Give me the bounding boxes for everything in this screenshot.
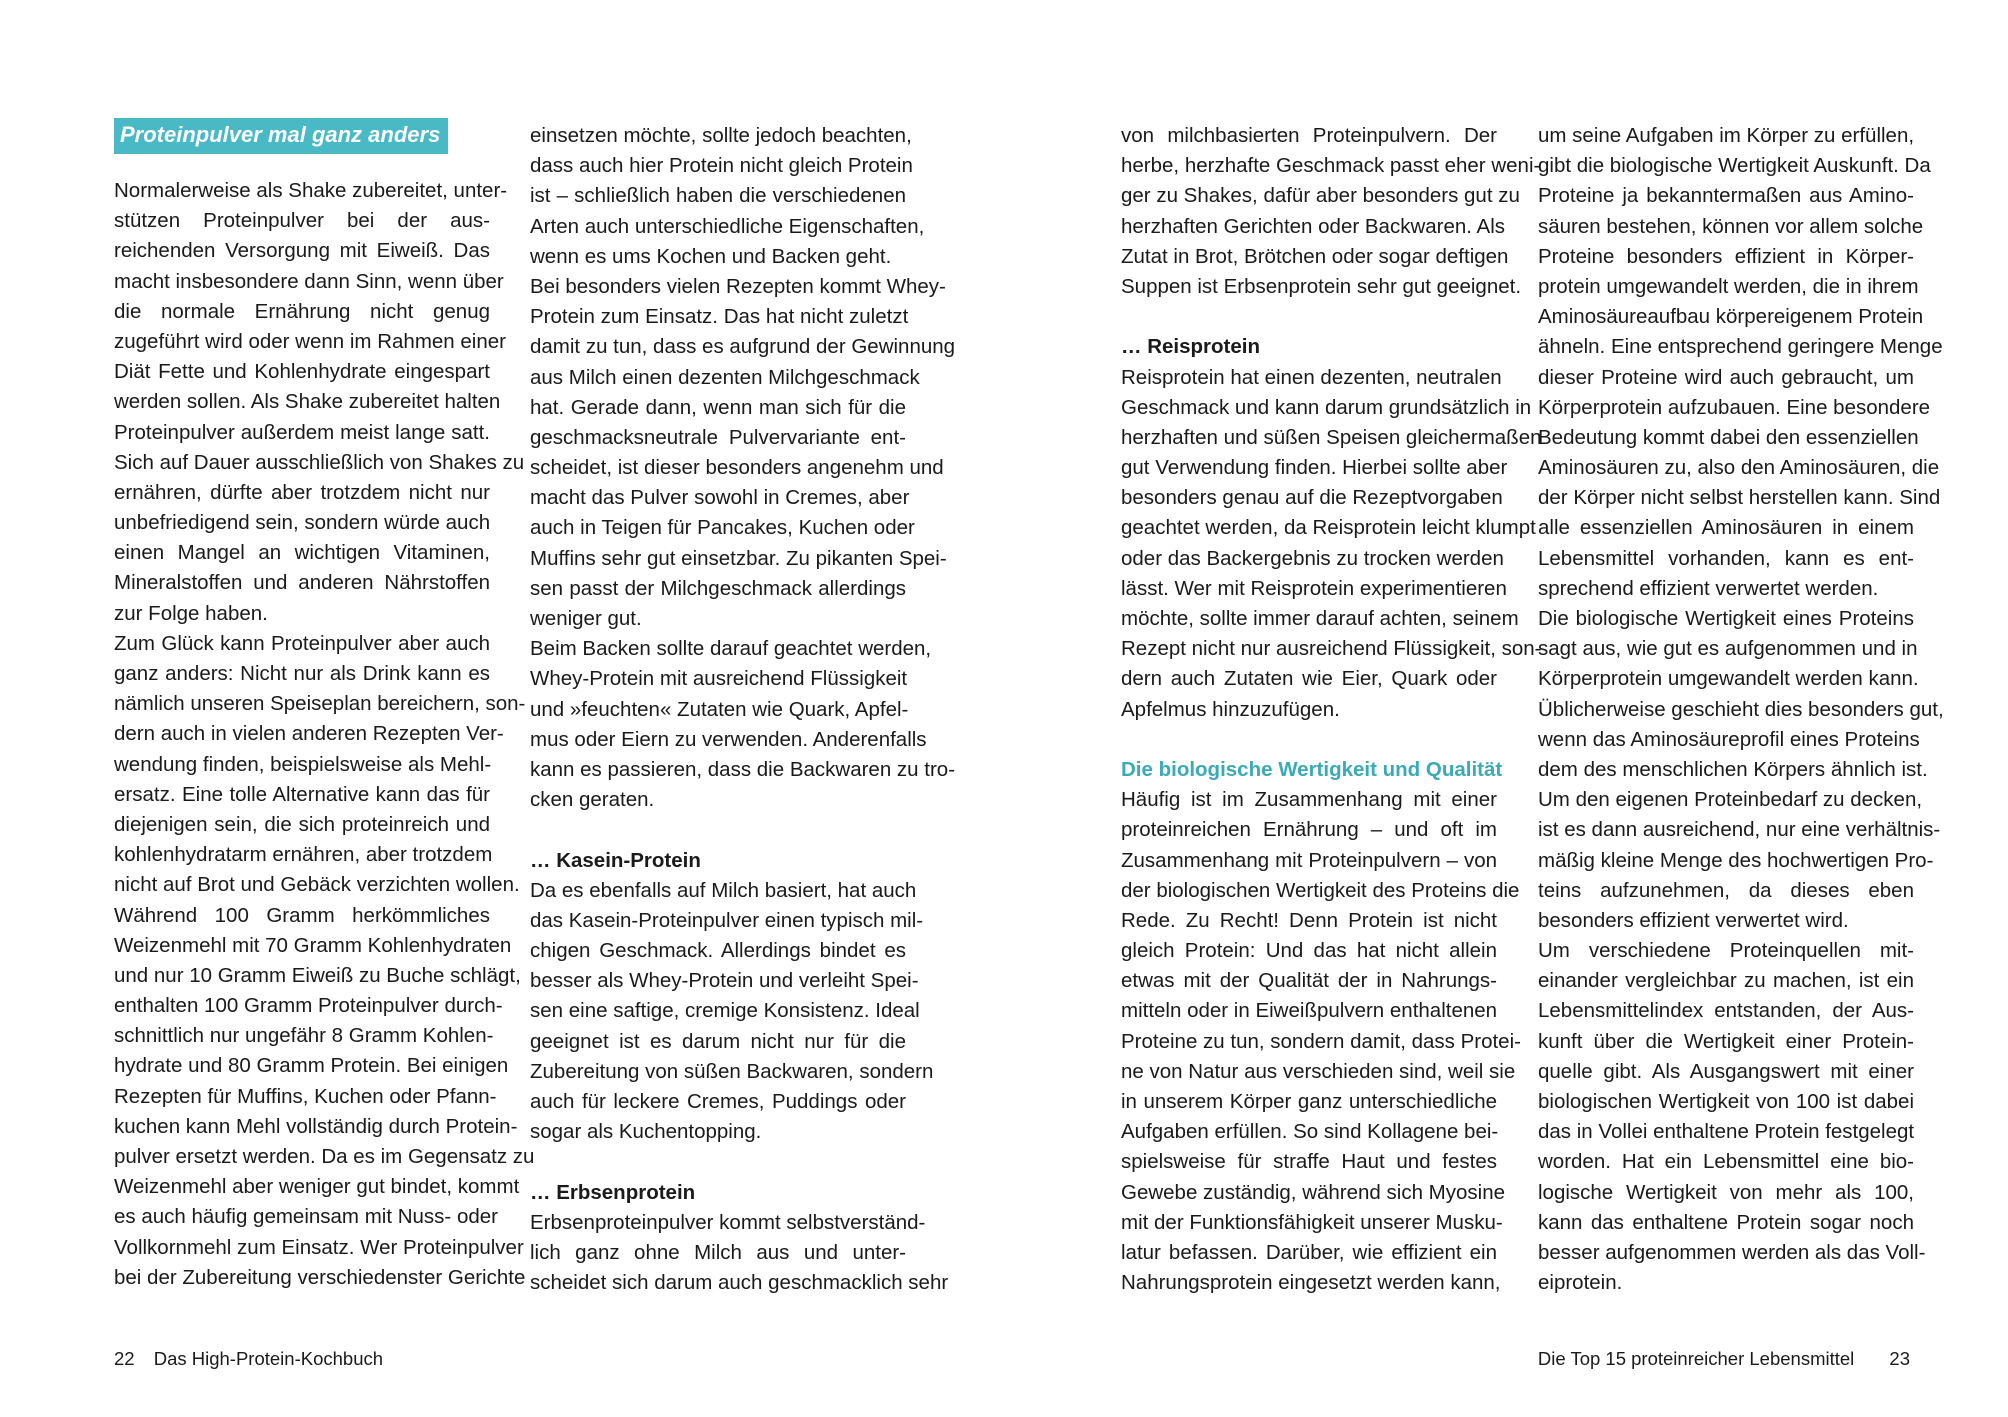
text-line: alle essenziellen Aminosäuren in einem <box>1538 516 1914 540</box>
text-line: der Körper nicht selbst herstellen kann. Sind <box>1538 486 1941 510</box>
text-line: spielsweise für straffe Haut und festes <box>1121 1150 1497 1174</box>
text-line: Erbsenproteinpulver kommt selbstverständ- <box>530 1210 926 1234</box>
text-line: Proteinpulver außerdem meist lange satt. <box>114 420 490 444</box>
text-line: Häufig ist im Zusammenhang mit einer <box>1121 788 1497 812</box>
erbsen-text <box>530 1208 949 1299</box>
text-line: herbe, herzhafte Geschmack passt eher weni- <box>1121 154 1541 178</box>
text-line: der biologischen Wertigkeit des Proteins die <box>1121 878 1520 902</box>
text-line: sogar als Kuchentopping. <box>530 1120 762 1144</box>
text-line: hydrate und 80 Gramm Protein. Bei einigen <box>114 1054 509 1078</box>
kasein-subheading: … Kasein-Protein <box>530 848 701 872</box>
book-title: Das High-Protein-Kochbuch <box>153 1348 384 1369</box>
text-line: mit der Funktionsfähigkeit unserer Musku- <box>1121 1210 1503 1234</box>
text-line: scheidet, ist dieser besonders angenehm und <box>530 456 944 480</box>
text-line: Protein zum Einsatz. Das hat nicht zuletzt <box>530 305 909 329</box>
text-line: biologischen Wertigkeit von 100 ist dabei <box>1538 1090 1914 1113</box>
text-line: enthalten 100 Gramm Proteinpulver durch- <box>114 994 503 1018</box>
text-line: oder das Backergebnis zu trocken werden <box>1121 546 1504 570</box>
column2-text <box>530 121 956 815</box>
text-line: Muffins sehr gut einsetzbar. Zu pikanten Spei- <box>530 546 947 570</box>
section-heading-label: Proteinpulver mal ganz anders <box>114 118 448 154</box>
text-line: lich ganz ohne Milch aus und unter- <box>530 1240 906 1264</box>
text-line: besser als Whey-Protein und verleiht Spei- <box>530 969 919 993</box>
text-line: säuren bestehen, können vor allem solche <box>1538 214 1924 238</box>
text-line: Rezept nicht nur ausreichend Flüssigkeit, son- <box>1121 637 1542 661</box>
text-line: ähneln. Eine entsprechend geringere Menge <box>1538 335 1943 359</box>
text-line: stützen Proteinpulver bei der aus- <box>114 209 490 233</box>
page-number: 22 <box>114 1348 135 1369</box>
spacer <box>530 815 906 845</box>
text-line: reichenden Versorgung mit Eiweiß. Das <box>114 239 490 263</box>
text-line: Zutat in Brot, Brötchen oder sogar deftigen <box>1121 244 1509 268</box>
reis-subheading: … Reisprotein <box>1121 335 1260 359</box>
text-line: herzhaften und süßen Speisen gleichermaßen <box>1121 425 1542 449</box>
text-line: die normale Ernährung nicht genug <box>114 299 490 323</box>
text-line: pulver ersetzt werden. Da es im Gegensatz zu <box>114 1145 535 1168</box>
text-line: einander vergleichbar zu machen, ist ein <box>1538 969 1914 993</box>
wertigkeit-text <box>1121 785 1521 1298</box>
text-line: Aufgaben erfüllen. So sind Kollagene bei- <box>1121 1120 1499 1144</box>
text-line: protein umgewandelt werden, die in ihrem <box>1538 274 1919 298</box>
right-page-footer <box>1538 1347 1910 1371</box>
text-line: das in Vollei enthaltene Protein festgelegt <box>1538 1120 1915 1144</box>
text-line: chigen Geschmack. Allerdings bindet es <box>530 939 906 963</box>
text-line: macht das Pulver sowohl in Cremes, aber <box>530 486 910 510</box>
text-line: Mineralstoffen und anderen Nährstoffen <box>114 571 490 595</box>
text-line: Normalerweise als Shake zubereitet, unter- <box>114 179 508 202</box>
text-line: Gewebe zuständig, während sich Myosine <box>1121 1180 1506 1204</box>
text-line: Um verschiedene Proteinquellen mit- <box>1538 939 1914 963</box>
text-line: gut Verwendung finden. Hierbei sollte aber <box>1121 456 1508 480</box>
text-line: dem des menschlichen Körpers ähnlich ist. <box>1538 757 1928 781</box>
text-line: ne von Natur aus verschieden sind, weil sie <box>1121 1059 1516 1083</box>
text-line: proteinreichen Ernährung – und oft im <box>1121 818 1497 842</box>
text-line: unbefriedigend sein, sondern würde auch <box>114 511 491 535</box>
text-line: auch in Teigen für Pancakes, Kuchen oder <box>530 516 915 540</box>
text-line: geeignet ist es darum nicht nur für die <box>530 1029 906 1053</box>
text-line: Weizenmehl aber weniger gut bindet, kommt <box>114 1175 520 1199</box>
column4-text <box>1538 121 1944 1298</box>
text-line: herzhaften Gerichten oder Backwaren. Als <box>1121 214 1506 238</box>
spacer <box>1121 302 1497 332</box>
text-line: werden sollen. Als Shake zubereitet halten <box>114 390 501 414</box>
text-line: wenn es ums Kochen und Backen geht. <box>530 244 892 268</box>
text-line: Lebensmittelindex entstanden, der Aus- <box>1538 999 1914 1023</box>
text-line: zur Folge haben. <box>114 601 268 625</box>
text-line: es auch häufig gemeinsam mit Nuss- oder <box>114 1205 498 1229</box>
text-line: Geschmack und kann darum grundsätzlich in <box>1121 395 1532 419</box>
text-line: bei der Zubereitung verschiedenster Gerichte <box>114 1265 526 1289</box>
text-line: Proteine ja bekanntermaßen aus Amino- <box>1538 184 1914 208</box>
text-line: Zum Glück kann Proteinpulver aber auch <box>114 631 490 655</box>
text-line: gibt die biologische Wertigkeit Auskunft. Da <box>1538 154 1931 178</box>
left-page-footer <box>114 1347 383 1371</box>
text-line: Beim Backen sollte darauf geachtet werden, <box>530 637 932 661</box>
text-line: besonders effizient verwertet wird. <box>1538 908 1849 932</box>
text-line: Reisprotein hat einen dezenten, neutralen <box>1121 365 1502 389</box>
text-line: dern auch Zutaten wie Eier, Quark oder <box>1121 667 1497 691</box>
text-line: schnittlich nur ungefähr 8 Gramm Kohlen- <box>114 1024 494 1048</box>
text-line: geachtet werden, da Reisprotein leicht klumpt <box>1121 516 1536 540</box>
text-line: Sich auf Dauer ausschließlich von Shakes zu <box>114 450 525 474</box>
text-line: gleich Protein: Und das hat nicht allein <box>1121 939 1497 963</box>
text-line: in unserem Körper ganz unterschiedliche <box>1121 1090 1497 1113</box>
text-line: Proteine zu tun, sondern damit, dass Protei- <box>1121 1029 1521 1053</box>
kasein-text <box>530 876 934 1148</box>
text-line: diejenigen sein, die sich proteinreich und <box>114 812 490 836</box>
right-page-column-2 <box>1538 121 1944 1298</box>
text-line: dass auch hier Protein nicht gleich Protein <box>530 154 913 178</box>
text-line: weniger gut. <box>530 607 642 630</box>
page-number: 23 <box>1889 1348 1910 1369</box>
text-line: das Kasein-Proteinpulver einen typisch mil- <box>530 908 924 932</box>
text-line: ersatz. Eine tolle Alternative kann das für <box>114 782 490 806</box>
text-line: hat. Gerade dann, wenn man sich für die <box>530 395 906 419</box>
spacer <box>530 1147 906 1177</box>
left-page-column-1 <box>114 118 535 1293</box>
wertigkeit-heading: Die biologische Wertigkeit und Qualität <box>1121 757 1503 781</box>
right-page-column-1 <box>1121 121 1542 1298</box>
text-line: teins aufzunehmen, da dieses eben <box>1538 878 1914 902</box>
text-line: ger zu Shakes, dafür aber besonders gut zu <box>1121 184 1520 208</box>
spacer <box>1121 725 1497 755</box>
text-line: sagt aus, wie gut es aufgenommen und in <box>1538 637 1918 661</box>
text-line: möchte, sollte immer darauf achten, seinem <box>1121 607 1519 630</box>
section-heading <box>114 118 490 176</box>
left-page-column-2 <box>530 121 956 1298</box>
text-line: Aminosäureaufbau körpereigenem Protein <box>1538 305 1924 329</box>
column1-text <box>114 176 535 1293</box>
text-line: Da es ebenfalls auf Milch basiert, hat auch <box>530 878 917 902</box>
text-line: latur befassen. Darüber, wie effizient ein <box>1121 1240 1497 1264</box>
text-line: kann das enthaltene Protein sogar noch <box>1538 1210 1914 1234</box>
text-line: Weizenmehl mit 70 Gramm Kohlenhydraten <box>114 933 512 957</box>
text-line: ernähren, dürfte aber trotzdem nicht nur <box>114 480 490 504</box>
text-line: sen eine saftige, cremige Konsistenz. Ideal <box>530 999 920 1023</box>
text-line: sprechend effizient verwertet werden. <box>1538 576 1879 600</box>
chapter-title: Die Top 15 proteinreicher Lebensmittel <box>1537 1348 1855 1369</box>
reis-text <box>1121 363 1542 725</box>
erbsen-subheading: … Erbsenprotein <box>530 1180 696 1204</box>
text-line: nämlich unseren Speiseplan bereichern, son- <box>114 692 526 716</box>
text-line: Körperprotein umgewandelt werden kann. <box>1538 667 1919 691</box>
text-line: lässt. Wer mit Reisprotein experimentieren <box>1121 576 1507 600</box>
text-line: Um den eigenen Proteinbedarf zu decken, <box>1538 788 1923 812</box>
text-line: Üblicherweise geschieht dies besonders gut, <box>1538 697 1944 721</box>
text-line: Nahrungsprotein eingesetzt werden kann, <box>1121 1271 1501 1295</box>
column3-intro <box>1121 121 1541 302</box>
text-line: kohlenhydratarm ernähren, aber trotzdem <box>114 843 493 867</box>
text-line: Lebensmittel vorhanden, kann es ent- <box>1538 546 1914 570</box>
text-line: Körperprotein aufzubauen. Eine besondere <box>1538 395 1931 419</box>
text-line: sen passt der Milchgeschmack allerdings <box>530 576 906 600</box>
text-line: Diät Fette und Kohlenhydrate eingespart <box>114 360 490 384</box>
text-line: kunft über die Wertigkeit einer Protein- <box>1538 1029 1914 1053</box>
text-line: und nur 10 Gramm Eiweiß zu Buche schlägt, <box>114 963 521 987</box>
text-line: Proteine besonders effizient in Körper- <box>1538 244 1914 268</box>
text-line: von milchbasierten Proteinpulvern. Der <box>1121 124 1497 147</box>
text-line: Während 100 Gramm herkömmliches <box>114 903 490 927</box>
text-line: eiprotein. <box>1538 1271 1623 1295</box>
text-line: kuchen kann Mehl vollständig durch Protein- <box>114 1114 518 1138</box>
text-line: Zubereitung von süßen Backwaren, sondern <box>530 1059 934 1083</box>
text-line: dern auch in vielen anderen Rezepten Ver- <box>114 722 504 746</box>
text-line: cken geraten. <box>530 788 655 812</box>
text-line: geschmacksneutrale Pulvervariante ent- <box>530 425 906 449</box>
text-line: macht insbesondere dann Sinn, wenn über <box>114 269 504 293</box>
text-line: worden. Hat ein Lebensmittel eine bio- <box>1538 1150 1914 1174</box>
text-line: ganz anders: Nicht nur als Drink kann es <box>114 662 490 685</box>
text-line: kann es passieren, dass die Backwaren zu tro- <box>530 757 956 781</box>
text-line: ist es dann ausreichend, nur eine verhältnis- <box>1538 818 1941 842</box>
text-line: Arten auch unterschiedliche Eigenschaften, <box>530 214 925 238</box>
text-line: besonders genau auf die Rezeptvorgaben <box>1121 486 1503 510</box>
text-line: ist – schließlich haben die verschiedenen <box>530 184 906 208</box>
text-line: Whey-Protein mit ausreichend Flüssigkeit <box>530 667 908 691</box>
text-line: einen Mangel an wichtigen Vitaminen, <box>114 541 490 565</box>
text-line: dieser Proteine wird auch gebraucht, um <box>1538 365 1914 389</box>
text-line: nicht auf Brot und Gebäck verzichten wollen. <box>114 873 520 897</box>
text-line: etwas mit der Qualität der in Nahrungs- <box>1121 969 1497 993</box>
text-line: logische Wertigkeit von mehr als 100, <box>1538 1180 1914 1204</box>
text-line: Zusammenhang mit Proteinpulvern – von <box>1121 848 1497 872</box>
text-line: zugeführt wird oder wenn im Rahmen einer <box>114 329 506 353</box>
text-line: mäßig kleine Menge des hochwertigen Pro- <box>1538 848 1934 872</box>
text-line: um seine Aufgaben im Körper zu erfüllen, <box>1538 124 1915 147</box>
text-line: wenn das Aminosäureprofil eines Proteins <box>1538 727 1920 751</box>
text-line: auch für leckere Cremes, Puddings oder <box>530 1090 906 1113</box>
text-line: Suppen ist Erbsenprotein sehr gut geeignet. <box>1121 274 1522 298</box>
text-line: Die biologische Wertigkeit eines Proteins <box>1538 607 1914 630</box>
text-line: damit zu tun, dass es aufgrund der Gewinnung <box>530 335 956 359</box>
text-line: mitteln oder in Eiweißpulvern enthaltenen <box>1121 999 1498 1023</box>
text-line: Bedeutung kommt dabei den essenziellen <box>1538 425 1919 449</box>
text-line: besser aufgenommen werden als das Voll- <box>1538 1240 1926 1264</box>
text-line: Rezepten für Muffins, Kuchen oder Pfann- <box>114 1084 497 1108</box>
text-line: Vollkornmehl zum Einsatz. Wer Proteinpulver <box>114 1235 524 1259</box>
text-line: Aminosäuren zu, also den Aminosäuren, die <box>1538 456 1940 480</box>
text-line: Bei besonders vielen Rezepten kommt Whey- <box>530 274 946 298</box>
text-line: Rede. Zu Recht! Denn Protein ist nicht <box>1121 908 1497 932</box>
text-line: quelle gibt. Als Ausgangswert mit einer <box>1538 1059 1914 1083</box>
text-line: einsetzen möchte, sollte jedoch beachten, <box>530 124 912 147</box>
text-line: aus Milch einen dezenten Milchgeschmack <box>530 365 920 389</box>
text-line: und »feuchten« Zutaten wie Quark, Apfel- <box>530 697 909 721</box>
text-line: wendung finden, beispielsweise als Mehl- <box>114 752 492 776</box>
text-line: Apfelmus hinzuzufügen. <box>1121 697 1340 721</box>
text-line: scheidet sich darum auch geschmacklich sehr <box>530 1271 949 1295</box>
text-line: mus oder Eiern zu verwenden. Anderenfalls <box>530 727 927 751</box>
